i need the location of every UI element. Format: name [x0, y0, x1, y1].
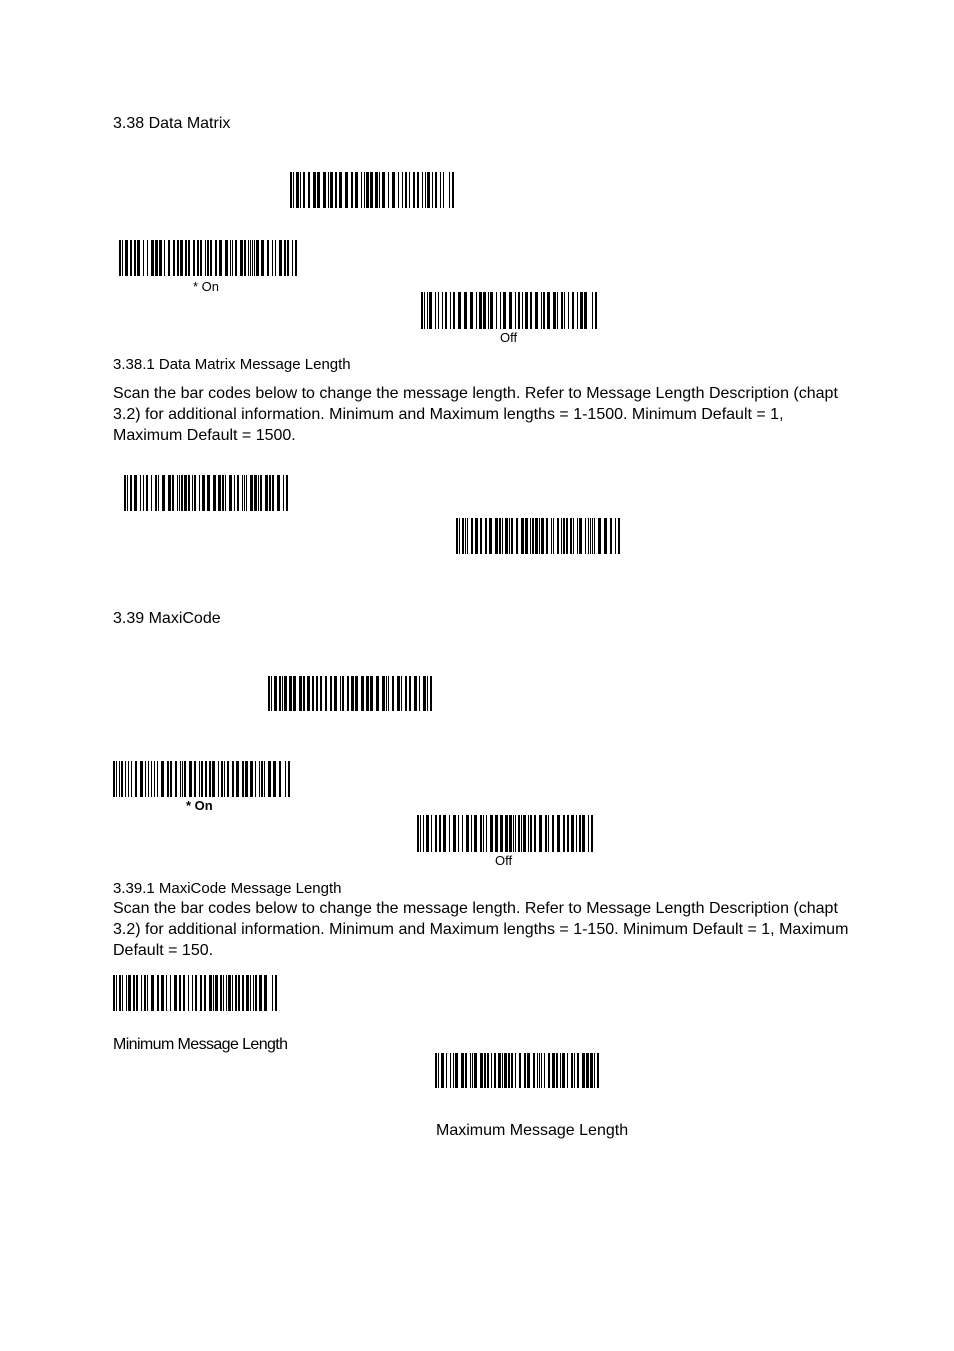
maxicode-on-barcode[interactable]: [113, 761, 290, 797]
data-matrix-min-length-barcode[interactable]: [124, 475, 288, 511]
data-matrix-enable-barcode: [290, 172, 454, 208]
data-matrix-on-label: * On: [193, 279, 220, 294]
maxicode-enable-barcode: [268, 676, 432, 711]
data-matrix-length-description: Scan the bar codes below to change the message length. Refer to Message Length Description (chapt 3.2) for additional information. Minimum and Maximum lengths = 1-1500. Minimum Default = 1, Maximum Default = 1500.: [113, 385, 838, 444]
maxicode-min-length-barcode[interactable]: [113, 975, 277, 1011]
maxicode-length-description: Scan the bar codes below to change the message length. Refer to Message Length Description (chapt 3.2) for additional information. Minimum and Maximum lengths = 1-150. Minimum Default = 1, Maximum Default = 150.: [113, 900, 849, 959]
maxicode-max-length-barcode[interactable]: [435, 1053, 599, 1088]
maxicode-off-barcode[interactable]: [417, 815, 593, 852]
data-matrix-max-length-barcode[interactable]: [456, 518, 620, 554]
maxicode-on-label: * On: [186, 798, 213, 813]
maxicode-min-length-label: Minimum Message Length: [113, 1036, 288, 1053]
data-matrix-length-heading: 3.38.1 Data Matrix Message Length: [113, 356, 351, 373]
data-matrix-off-barcode[interactable]: [421, 292, 597, 329]
maxicode-off-label: Off: [495, 853, 513, 868]
maxicode-max-length-label: Maximum Message Length: [436, 1122, 629, 1139]
section-heading-maxicode: 3.39 MaxiCode: [113, 610, 221, 627]
maxicode-length-heading: 3.39.1 MaxiCode Message Length: [113, 880, 342, 897]
section-heading-data-matrix: 3.38 Data Matrix: [113, 115, 231, 132]
data-matrix-off-label: Off: [500, 330, 518, 345]
data-matrix-on-barcode[interactable]: [119, 240, 297, 276]
